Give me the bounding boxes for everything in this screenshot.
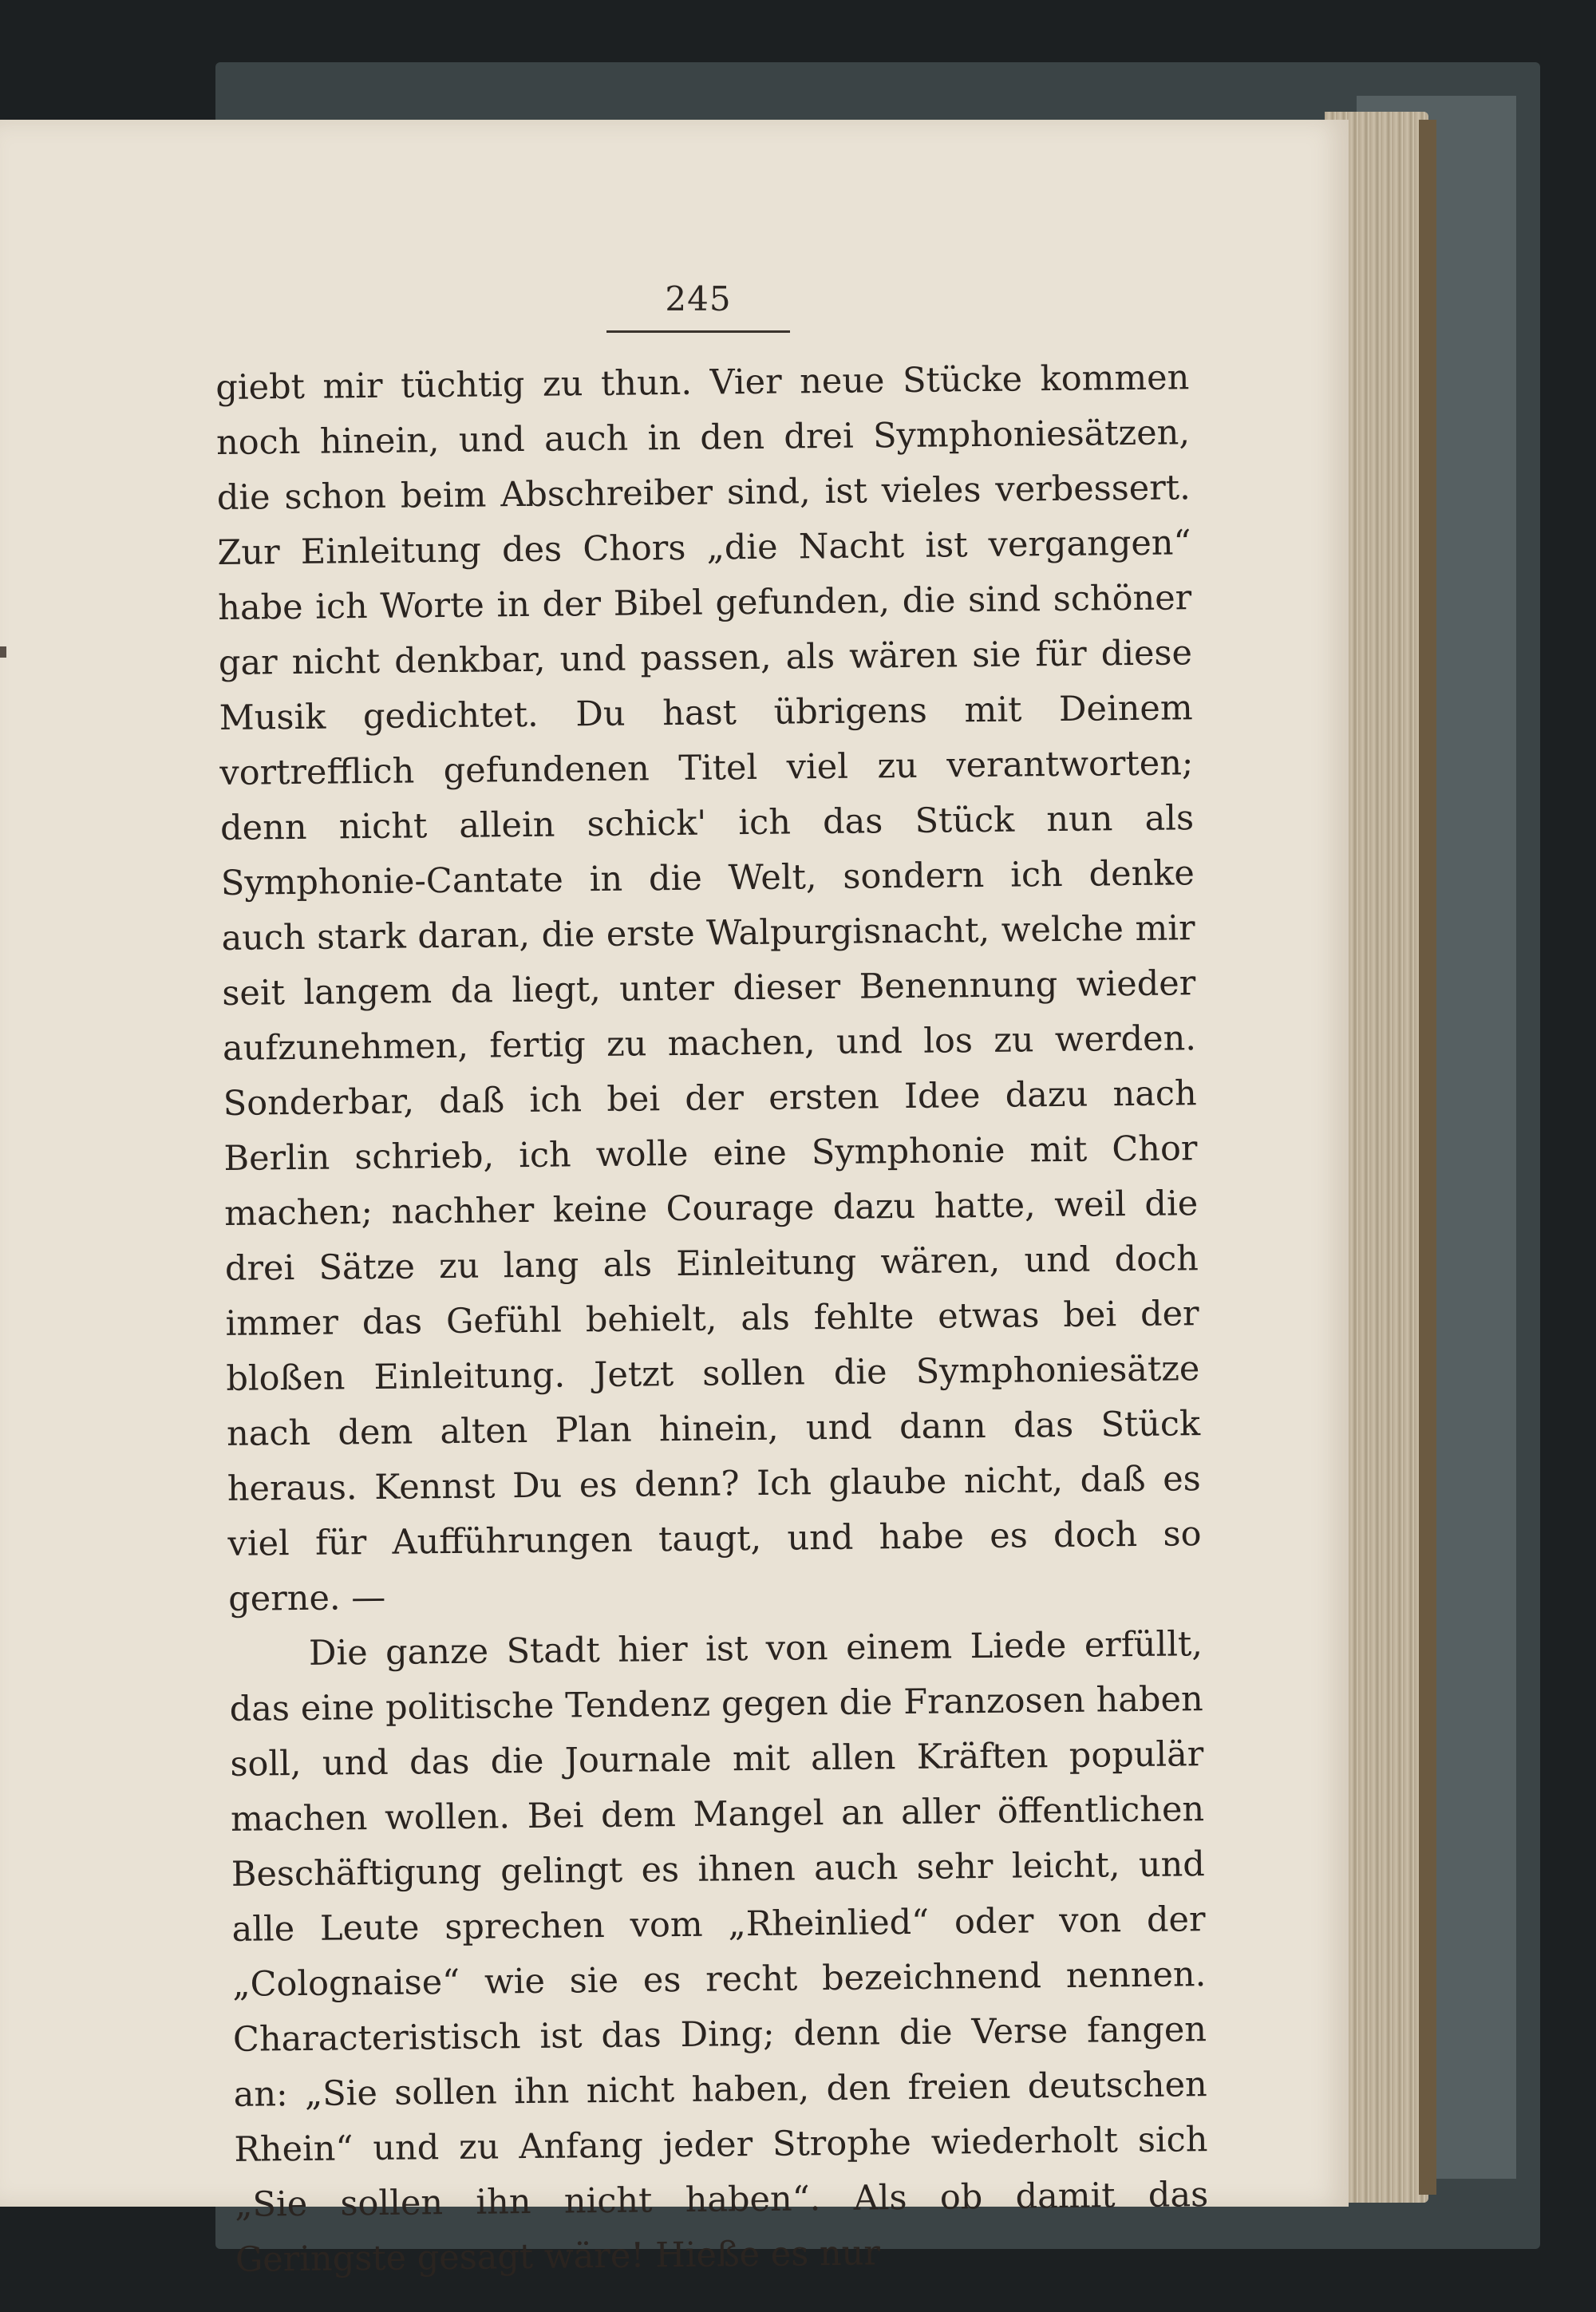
page-number-rule: [606, 330, 790, 333]
page-number: 245: [665, 279, 732, 318]
paragraph-2: Die ganze Stadt hier ist von einem Liede erfüllt, das eine politische Tendenz gegen die Franzosen haben soll, und das die Journale mit allen Kräften populär machen wollen. Bei dem Mangel an aller öffentlichen Beschäftigung gelingt es ihnen auch sehr leicht, und alle Leute sprechen vom „Rheinlied“ oder von der „Colognaise“ wie sie es recht bezeichnend nennen. Characteristisch ist das Ding; denn die Verse fangen an: „Sie sollen ihn nicht haben, den freien deutschen Rhein“ und zu Anfang jeder Strophe wiederholt sich „Sie sollen ihn nicht haben“. Als ob damit das Geringste gesagt wäre! Hieße es nur: [229, 1624, 1209, 2280]
paragraph-1: giebt mir tüchtig zu thun. Vier neue Stücke kommen noch hinein, und auch in den drei Symphoniesätzen, die schon beim Abschreiber sind, ist vieles verbessert. Zur Einleitung des Chors „die Nacht ist vergangen“ habe ich Worte in der Bibel gefunden, die sind schöner gar nicht denkbar, und passen, als wären sie für diese Musik gedichtet. Du hast übrigens mit Deinem vortrefflich gefundenen Titel viel zu verantworten; denn nicht allein schick' ich das Stück nun als Symphonie-Cantate in die Welt, sondern ich denke auch stark daran, die erste Walpurgisnacht, welche mir seit langem da liegt, unter dieser Benennung wieder aufzunehmen, fertig zu machen, und los zu werden. Sonderbar, daß ich bei der ersten Idee dazu nach Berlin schrieb, ich wolle eine Symphonie mit Chor machen; nachher keine Courage dazu hatte, weil die drei Sätze zu lang als Einleitung wären, und doch immer das Gefühl behielt, als fehlte etwas bei der bloßen Einleitung. Jetzt sollen die Symphoniesätze nach dem alten Plan hinein, und dann das Stück heraus. Kennst Du es denn? Ich glaube nicht, daß es viel für Aufführungen taugt, und habe es doch so gerne. —: [215, 358, 1202, 1619]
page-edge-shadow: [1419, 120, 1436, 2195]
margin-mark: [0, 646, 6, 658]
body-text: [215, 350, 1209, 2288]
